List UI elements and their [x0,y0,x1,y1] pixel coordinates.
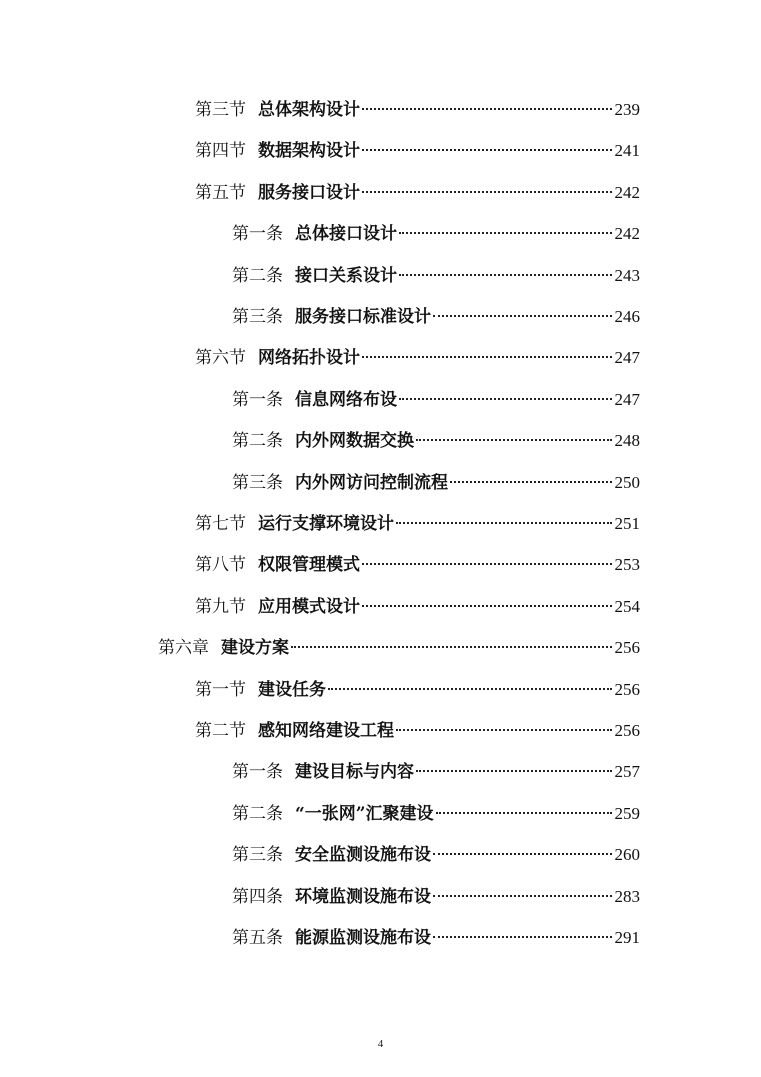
toc-entry-number: 第一节 [195,679,246,700]
toc-entry-number: 第一条 [232,762,283,783]
toc-entry[interactable] [232,470,640,496]
toc-entry-number: 第二条 [232,265,283,286]
toc-entry-page: 257 [614,762,640,782]
toc-entry-page: 241 [614,141,640,161]
toc-entry[interactable] [232,428,640,454]
toc-entry[interactable] [232,842,640,868]
toc-entry-number: 第一条 [232,224,283,245]
toc-entry-page: 256 [614,679,640,699]
toc-entry-title: 权限管理模式 [258,555,360,576]
toc-entry-number: 第三条 [232,472,283,493]
toc-leader-dots [433,315,612,317]
toc-entry[interactable] [232,387,640,413]
toc-entry-page: 259 [614,803,640,823]
toc-entry-title: “一张网”汇聚建设 [295,803,434,824]
toc-entry-page: 247 [614,389,640,409]
toc-entry[interactable] [232,304,640,330]
toc-entry[interactable] [232,801,640,827]
toc-entry-page: 239 [614,100,640,119]
toc-entry-number: 第二条 [232,803,283,824]
toc-entry-number: 第六节 [195,348,246,369]
toc-entry[interactable] [158,635,640,661]
toc-leader-dots [433,895,612,897]
toc-entry-page: 246 [614,307,640,326]
toc-entry-title: 总体架构设计 [258,100,360,120]
toc-entry-page: 242 [614,224,640,244]
toc-leader-dots [399,398,612,400]
toc-entry-page: 291 [614,928,640,947]
toc-entry-page: 256 [614,721,640,740]
page-number: 4 [377,1038,384,1050]
toc-leader-dots [399,232,612,234]
toc-entry-number: 第五条 [232,928,283,948]
toc-entry[interactable] [195,180,640,206]
toc-entry-number: 第二条 [232,431,283,452]
toc-entry-page: 250 [614,472,640,492]
toc-leader-dots [433,853,612,855]
toc-entry-title: 网络拓扑设计 [258,348,360,369]
toc-leader-dots [362,149,612,151]
toc-entry-page: 256 [614,638,640,658]
toc-entry-page: 247 [614,348,640,368]
toc-leader-dots [416,770,612,772]
toc-leader-dots [396,729,612,731]
toc-entry-title: 能源监测设施布设 [295,928,431,948]
toc-entry-title: 安全监测设施布设 [295,845,431,866]
toc-entry[interactable] [195,345,640,371]
toc-leader-dots [362,356,612,358]
toc-entry-page: 254 [614,596,640,616]
toc-entry-title: 接口关系设计 [295,265,397,286]
toc-entry-page: 260 [614,845,640,865]
toc-leader-dots [396,522,612,524]
toc-entry-number: 第七节 [195,514,246,534]
toc-entry[interactable] [195,97,640,123]
toc-leader-dots [399,274,612,276]
toc-entry-title: 内外网数据交换 [295,431,414,452]
toc-entry-number: 第六章 [158,638,209,659]
toc-entry-title: 数据架构设计 [258,141,360,162]
toc-entry-title: 内外网访问控制流程 [295,472,448,493]
toc-entry-page: 283 [614,886,640,906]
toc-entry[interactable] [232,884,640,910]
toc-entry-number: 第二节 [195,721,246,741]
toc-entry[interactable] [195,677,640,703]
toc-leader-dots [328,688,612,690]
toc-entry[interactable] [232,263,640,289]
toc-entry-number: 第五节 [195,182,246,203]
toc-entry-title: 总体接口设计 [295,224,397,245]
toc-entry-number: 第三节 [195,100,246,120]
toc-entry-page: 253 [614,555,640,575]
toc-leader-dots [436,812,612,814]
toc-entry-title: 运行支撑环境设计 [258,514,394,534]
toc-entry[interactable] [232,925,640,951]
toc-entry-title: 建设任务 [258,679,326,700]
toc-entry[interactable] [195,552,640,578]
toc-leader-dots [362,191,612,193]
toc-entry[interactable] [232,221,640,247]
toc-entry[interactable] [195,594,640,620]
toc-entry-page: 242 [614,182,640,202]
toc-entry-title: 服务接口标准设计 [295,307,431,327]
toc-leader-dots [433,936,612,938]
toc-entry-title: 服务接口设计 [258,182,360,203]
toc-entry-number: 第九节 [195,596,246,617]
toc-entry[interactable] [195,718,640,744]
toc-entry-number: 第三条 [232,307,283,327]
toc-leader-dots [450,481,612,483]
toc-entry-title: 信息网络布设 [295,389,397,410]
toc-entry[interactable] [232,759,640,785]
toc-entry-title: 感知网络建设工程 [258,721,394,741]
toc-leader-dots [362,108,612,110]
toc-leader-dots [416,439,612,441]
toc-entry-page: 248 [614,431,640,451]
toc-entry-page: 251 [614,514,640,533]
toc-entry-number: 第四条 [232,886,283,907]
toc-entry-title: 环境监测设施布设 [295,886,431,907]
toc-entry-title: 建设方案 [221,638,289,659]
toc-entry-title: 应用模式设计 [258,596,360,617]
toc-leader-dots [362,605,612,607]
toc-entry-number: 第一条 [232,389,283,410]
toc-entry-title: 建设目标与内容 [295,762,414,783]
toc-entry[interactable] [195,138,640,164]
toc-entry-number: 第四节 [195,141,246,162]
toc-entry-number: 第三条 [232,845,283,866]
toc-leader-dots [291,646,612,648]
toc-entry-page: 243 [614,265,640,285]
toc-entry[interactable] [195,511,640,537]
toc-leader-dots [362,563,612,565]
toc-entry-number: 第八节 [195,555,246,576]
